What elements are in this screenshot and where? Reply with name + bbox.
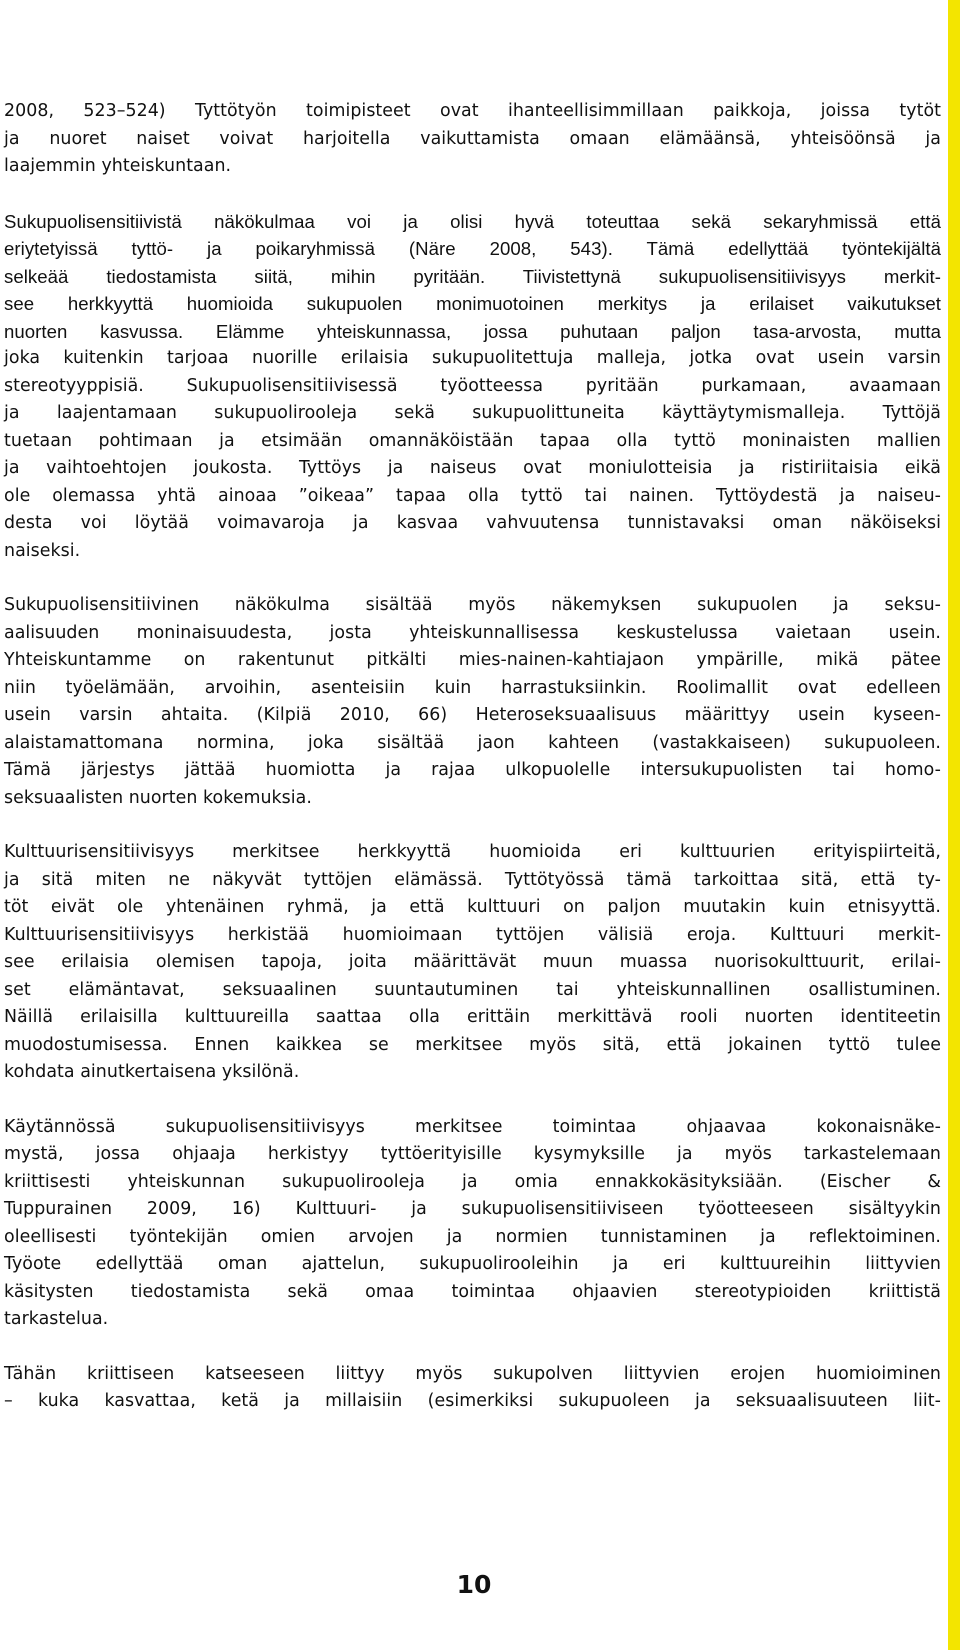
text-line: käsitysten tiedostamista sekä omaa toimintaa ohjaavien stereotypioiden kriittistä <box>4 1281 941 1302</box>
text-line: ja sitä miten ne näkyvät tyttöjen elämässä. Tyttötyössä tämä tarkoittaa sitä, että ty- <box>4 869 941 890</box>
paragraph <box>4 208 941 566</box>
paragraph <box>4 592 941 812</box>
text-line: Sukupuolisensitiivinen näkökulma sisältää myös näkemyksen sukupuolen ja seksu- <box>4 595 941 615</box>
text-line: ja vaihtoehtojen joukosta. Tyttöys ja naiseus ovat moniulotteisia ja ristiriitaisia eikä <box>4 458 941 478</box>
text-line: stereotyyppisiä. Sukupuolisensitiivisessä työotteessa pyritään purkamaan, avaamaan <box>4 375 941 396</box>
text-line: mystä, jossa ohjaaja herkistyy tyttöerityisille kysymyksille ja myös tarkastelemaan <box>4 1144 941 1164</box>
text-line: kohdata ainutkertaisena yksilönä. <box>4 1062 300 1082</box>
yellow-margin-bar <box>948 0 960 1650</box>
text-line: muodostumisessa. Ennen kaikkea se merkitsee myös sitä, että jokainen tyttö tulee <box>4 1034 941 1055</box>
text-line: see herkkyyttä huomioida sukupuolen monimuotoinen merkitys ja erilaiset vaikutukset <box>4 293 941 314</box>
text-line: usein varsin ahtaita. (Kilpiä 2010, 66) Heteroseksuaalisuus määrittyy usein kyseen- <box>4 705 941 725</box>
text-line: eriytetyissä tyttö- ja poikaryhmissä (Näre 2008, 543). Tämä edellyttää työntekijältä <box>4 238 941 259</box>
text-line: selkeää tiedostamista siitä, mihin pyritään. Tiivistettynä sukupuolisensitiivisyys merkit- <box>4 265 941 287</box>
text-line: Työote edellyttää oman ajattelun, sukupuolirooleihin ja eri kulttuureihin liittyvien <box>4 1254 941 1274</box>
text-line: aalisuuden moninaisuudesta, josta yhteiskunnallisessa keskustelussa vaietaan usein. <box>4 622 941 643</box>
text-line: ja laajentamaan sukupuolirooleja sekä sukupuolittuneita käyttäytymismalleja. Tyttöjä <box>4 403 941 423</box>
page-body <box>4 98 941 1443</box>
text-line: Yhteiskuntamme on rakentunut pitkälti mies-nainen-kahtiajaon ympärille, mikä pätee <box>4 650 941 670</box>
text-line: see erilaisia olemisen tapoja, joita määrittävät muun muassa nuorisokulttuurit, erilai- <box>4 952 941 972</box>
text-line: Näillä erilaisilla kulttuureilla saattaa olla erittäin merkittävä rooli nuorten identiteetin <box>4 1007 941 1027</box>
text-line: Käytännössä sukupuolisensitiivisyys merkitsee toimintaa ohjaavaa kokonaisnäke- <box>4 1116 941 1137</box>
text-line: Tähän kriittiseen katseeseen liittyy myös sukupolven liittyvien erojen huomioiminen <box>4 1363 941 1384</box>
text-line: töt eivät ole yhtenäinen ryhmä, ja että kulttuuri on paljon muutakin kuin etnisyyttä. <box>4 897 941 917</box>
page-number: 10 <box>456 1570 492 1599</box>
text-line: 2008, 523–524) Tyttötyön toimipisteet ovat ihanteellisimmillaan paikkoja, joissa tytöt <box>4 101 941 121</box>
text-line: desta voi löytää voimavaroja ja kasvaa vahvuutensa tunnistavaksi oman näköiseksi <box>4 513 941 533</box>
text-line: nuorten kasvussa. Elämme yhteiskunnassa, jossa puhutaan paljon tasa-arvosta, mutta <box>4 320 941 342</box>
text-line: kriittisesti yhteiskunnan sukupuolirooleja ja omia ennakkokäsityksiään. (Eischer & <box>4 1171 941 1192</box>
paragraph <box>4 1361 941 1416</box>
text-line: Tämä järjestys jättää huomiotta ja rajaa ulkopuolelle intersukupuolisten tai homo- <box>4 760 941 780</box>
text-line: laajemmin yhteiskuntaan. <box>4 156 232 176</box>
text-line: tarkastelua. <box>4 1309 109 1329</box>
text-line: alaistamattomana normina, joka sisältää jaon kahteen (vastakkaiseen) sukupuoleen. <box>4 732 941 753</box>
paragraph <box>4 1114 941 1334</box>
text-line: seksuaalisten nuorten kokemuksia. <box>4 787 312 808</box>
text-line: Tuppurainen 2009, 16) Kulttuuri- ja sukupuolisensitiiviseen työotteeseen sisältyykin <box>4 1199 941 1219</box>
paragraph <box>4 98 941 181</box>
text-line: ja nuoret naiset voivat harjoitella vaikuttamista omaan elämäänsä, yhteisöönsä ja <box>4 128 941 149</box>
text-line: naiseksi. <box>4 540 81 561</box>
text-line: Sukupuolisensitiivistä näkökulmaa voi ja olisi hyvä toteuttaa sekä sekaryhmissä että <box>4 210 941 232</box>
text-line: – kuka kasvattaa, ketä ja millaisiin (esimerkiksi sukupuoleen ja seksuaalisuuteen liit- <box>4 1391 941 1411</box>
text-line: joka kuitenkin tarjoaa nuorille erilaisia sukupuolitettuja malleja, jotka ovat usein varsin <box>4 348 941 368</box>
text-line: ole olemassa yhtä ainoaa ”oikeaa” tapaa olla tyttö tai nainen. Tyttöydestä ja naiseu- <box>4 485 941 506</box>
text-line: tuetaan pohtimaan ja etsimään omannäköistään tapaa olla tyttö moninaisten mallien <box>4 430 941 451</box>
text-line: set elämäntavat, seksuaalinen suuntautuminen tai yhteiskunnallinen osallistuminen. <box>4 979 941 1000</box>
text-line: niin työelämään, arvoihin, asenteisiin kuin harrastuksiinkin. Roolimallit ovat edelleen <box>4 677 941 698</box>
text-line: Kulttuurisensitiivisyys merkitsee herkkyyttä huomioida eri kulttuurien erityispiirteitä, <box>4 842 941 862</box>
text-line: oleellisesti työntekijän omien arvojen ja normien tunnistaminen ja reflektoiminen. <box>4 1226 941 1247</box>
paragraph <box>4 839 941 1087</box>
text-line: Kulttuurisensitiivisyys herkistää huomioimaan tyttöjen välisiä eroja. Kulttuuri merkit- <box>4 924 941 945</box>
